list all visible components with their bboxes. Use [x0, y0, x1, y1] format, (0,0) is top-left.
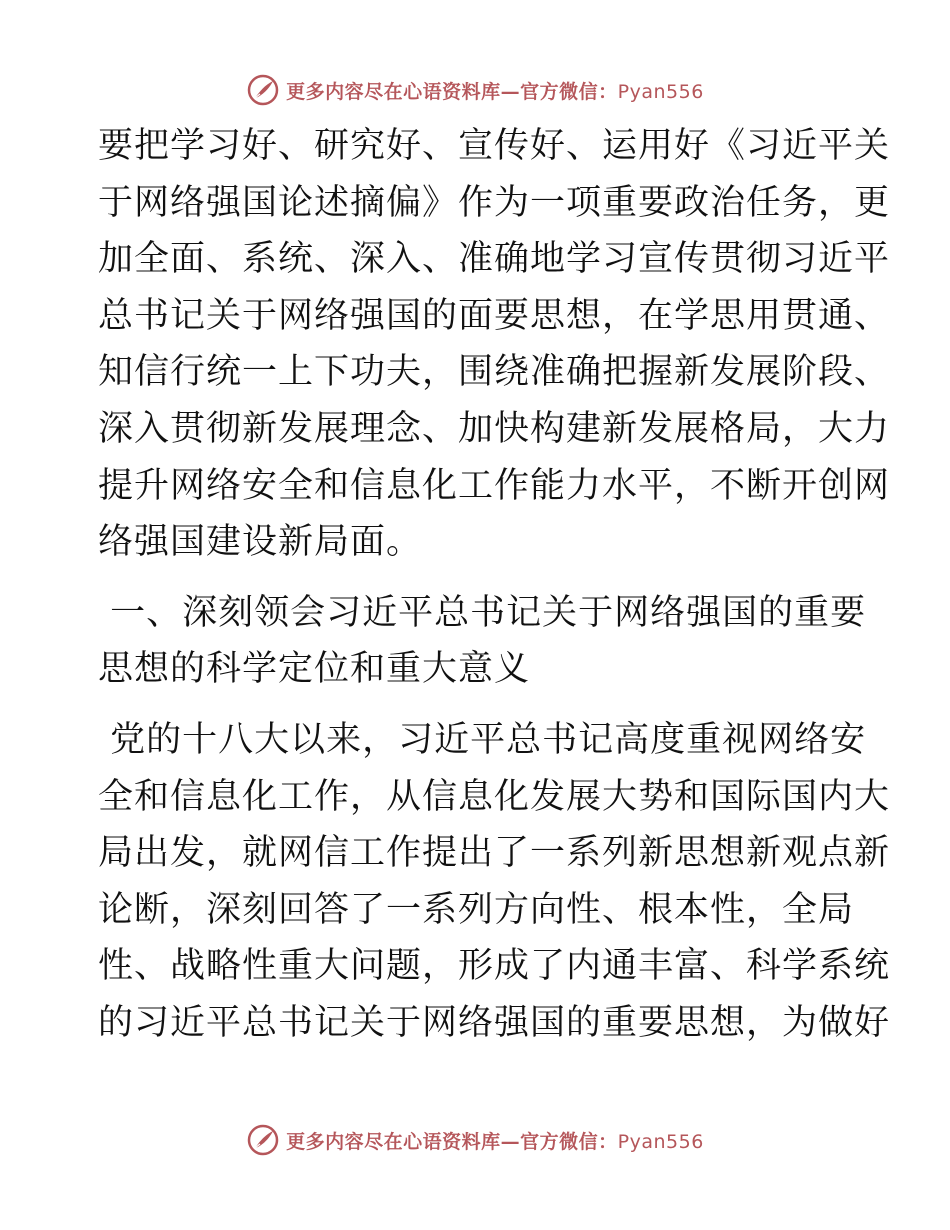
- paragraph-1: [98, 118, 891, 571]
- text-line: 性、战略性重大问题，形成了内通丰富、科学系统: [98, 946, 891, 987]
- text-line: 加全面、系统、深入、准确地学习宣传贯彻习近平: [98, 239, 891, 280]
- paragraph-gap: [98, 698, 858, 712]
- footer-banner-text: 更多内容尽在心语资料库—官方微信：Pyan556: [286, 1130, 704, 1153]
- footer-banner: [0, 1120, 950, 1160]
- text-line: 知信行统一上下功夫，围绕准确把握新发展阶段、: [98, 352, 891, 393]
- text-line: 络强国建设新局面。: [98, 522, 423, 563]
- text-line: 提升网络安全和信息化工作能力水平，不断开创网: [98, 465, 891, 506]
- header-banner: [0, 70, 950, 110]
- paragraph-2: [98, 712, 891, 1052]
- text-line: 党的十八大以来，习近平总书记高度重视网络安: [98, 719, 867, 760]
- heading-line: 思想的科学定位和重大意义: [98, 649, 531, 690]
- text-line: 论断，深刻回答了一系列方向性、根本性，全局: [98, 889, 855, 930]
- text-line: 于网络强国论述摘偏》作为一项重要政治任务，更: [98, 182, 891, 223]
- quill-logo-icon: [246, 73, 280, 107]
- document-body: [98, 118, 891, 1052]
- quill-logo-icon: [246, 1123, 280, 1157]
- header-banner-text: 更多内容尽在心语资料库—官方微信：Pyan556: [286, 80, 704, 103]
- text-line: 要把学习好、研究好、宣传好、运用好《习近平关: [98, 126, 891, 166]
- section-heading-1: [98, 585, 867, 698]
- text-line: 的习近平总书记关于网络强国的重要思想，为做好: [98, 1002, 891, 1043]
- heading-line: 一、深刻领会习近平总书记关于网络强国的重要: [98, 592, 867, 633]
- text-line: 全和信息化工作，从信息化发展大势和国际国内大: [98, 776, 891, 817]
- footer-wechat-id: Pyan556: [617, 1130, 704, 1153]
- text-line: 总书记关于网络强国的面要思想，在学思用贯通、: [98, 295, 891, 336]
- header-wechat-id: Pyan556: [617, 80, 704, 103]
- paragraph-gap: [98, 571, 858, 585]
- text-line: 深入贯彻新发展理念、加快构建新发展格局，大力: [98, 408, 891, 449]
- text-line: 局出发，就网信工作提出了一系列新思想新观点新: [98, 833, 891, 874]
